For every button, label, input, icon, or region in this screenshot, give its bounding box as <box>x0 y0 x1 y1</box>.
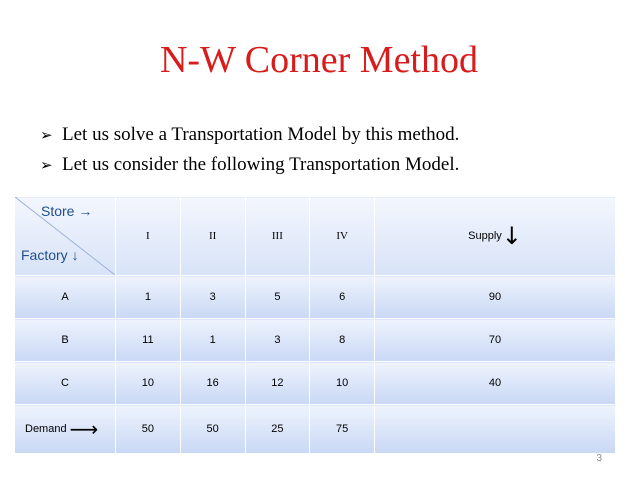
store-label: Store → <box>41 203 93 219</box>
demand-cell: 25 <box>245 405 310 454</box>
supply-cell: 90 <box>375 276 616 319</box>
down-arrow-icon: ↓ <box>501 222 522 250</box>
cost-cell: 1 <box>116 276 181 319</box>
demand-label-cell <box>15 405 116 454</box>
bullet-item <box>40 120 459 150</box>
header-row <box>15 197 616 276</box>
factory-label: Factory ↓ <box>21 247 79 263</box>
arrow-bullet-icon: ➢ <box>40 126 53 144</box>
cost-cell: 12 <box>245 362 310 405</box>
cost-cell: 3 <box>180 276 245 319</box>
cost-cell: 10 <box>310 362 375 405</box>
bullet-item <box>40 150 459 180</box>
cost-cell: 10 <box>116 362 181 405</box>
column-header: I <box>116 197 181 276</box>
supply-header-label: Supply <box>468 229 502 242</box>
transportation-table <box>14 196 616 454</box>
column-header: III <box>245 197 310 276</box>
table-row <box>15 319 616 362</box>
slide-title: N-W Corner Method <box>159 39 478 81</box>
cost-cell: 6 <box>310 276 375 319</box>
table-row <box>15 276 616 319</box>
demand-cell: 50 <box>180 405 245 454</box>
cost-cell: 8 <box>310 319 375 362</box>
slide-number: 3 <box>596 453 602 464</box>
row-label: A <box>15 276 116 319</box>
bullet-text: Let us consider the following Transportation Model. <box>62 154 460 175</box>
cost-cell: 11 <box>116 319 181 362</box>
cost-cell: 1 <box>180 319 245 362</box>
supply-cell: 40 <box>375 362 616 405</box>
column-header: II <box>180 197 245 276</box>
bullet-list <box>40 120 459 180</box>
cost-cell: 5 <box>245 276 310 319</box>
table-row <box>15 362 616 405</box>
arrow-bullet-icon: ➢ <box>40 156 53 174</box>
row-label: B <box>15 319 116 362</box>
empty-cell <box>375 405 616 454</box>
demand-row <box>15 405 616 454</box>
cost-cell: 3 <box>245 319 310 362</box>
demand-cell: 50 <box>116 405 181 454</box>
demand-cell: 75 <box>310 405 375 454</box>
corner-cell <box>15 197 116 276</box>
row-label: C <box>15 362 116 405</box>
supply-header <box>375 197 616 276</box>
column-header: IV <box>310 197 375 276</box>
supply-cell: 70 <box>375 319 616 362</box>
bullet-text: Let us solve a Transportation Model by this method. <box>62 124 460 145</box>
demand-label: Demand <box>25 422 67 435</box>
cost-cell: 16 <box>180 362 245 405</box>
right-arrow-icon: ⟶ <box>69 417 99 441</box>
